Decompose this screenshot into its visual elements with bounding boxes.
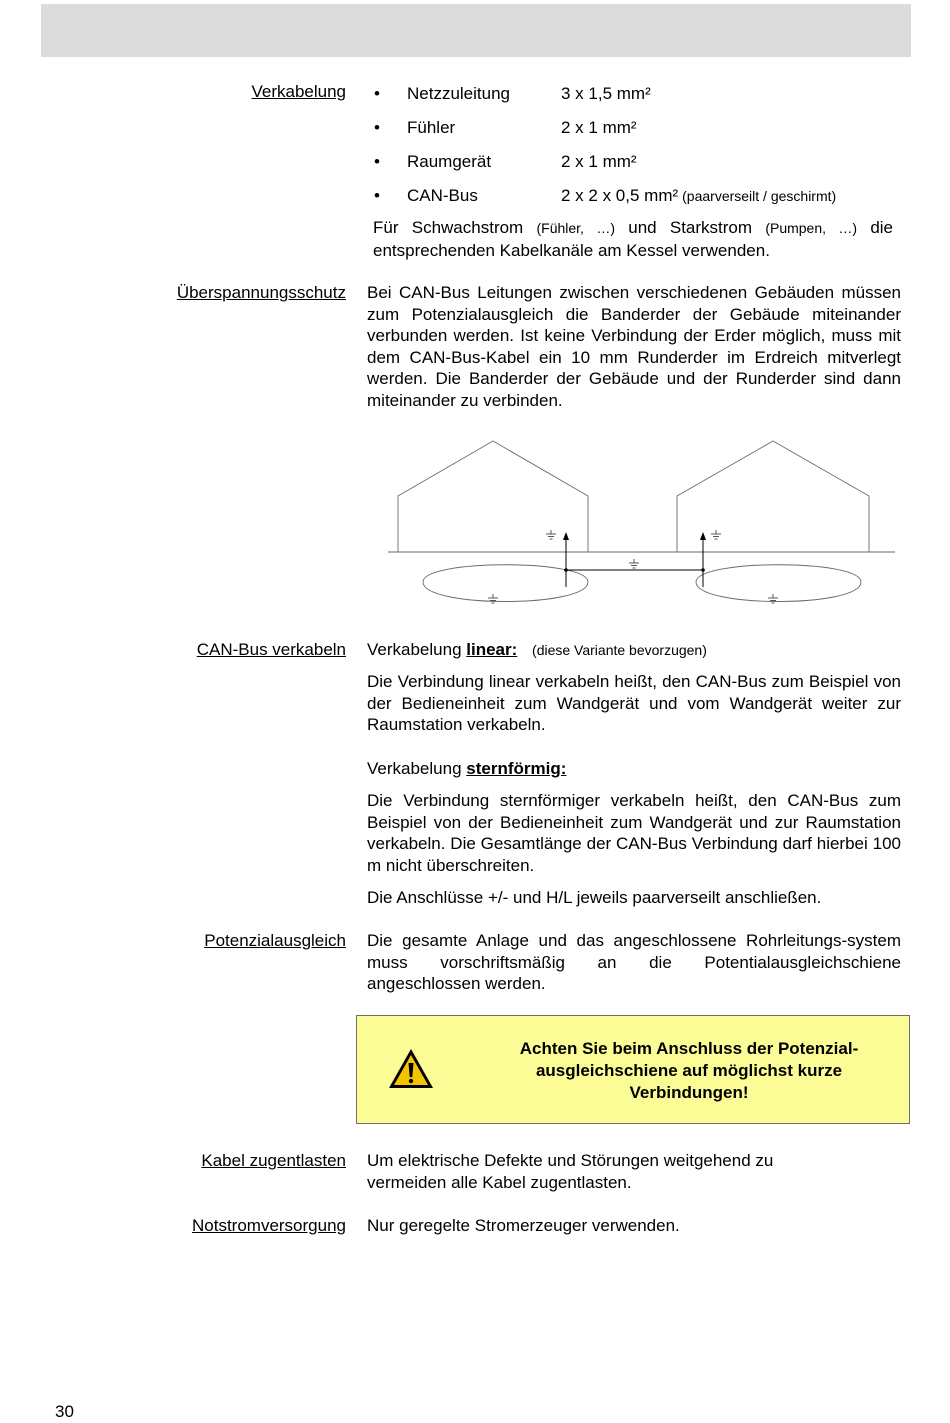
cable-value: 2 x 1 mm²	[561, 152, 637, 171]
grounding-diagram	[385, 436, 905, 612]
surge-protection-text: Bei CAN-Bus Leitungen zwischen verschiedenen Gebäuden müssen zum Potenzialausgleich die Banderder der Gebäude miteinander verbunden werden. Ist keine Verbindung der Erder möglich, muss mit dem CAN-Bus-Kabel ein 10 mm Runderder im Erdreich mitverlegt werden. Die Banderder der Gebäude und der Runderder sind dann miteinander zu verbinden.	[367, 283, 901, 410]
arrow-up-icon	[700, 532, 706, 540]
equipotential-text: Die gesamte Anlage und das angeschlossene Rohrleitungs-system muss vorschriftsmäßig an die Potentialausgleichschiene angeschlossen werden.	[367, 931, 901, 993]
cable-value: 2 x 2 x 0,5 mm² (paarverseilt / geschirmt)	[561, 186, 837, 205]
page-number: 30	[55, 1402, 74, 1421]
cable-name: Raumgerät	[407, 152, 492, 171]
bullet-icon: •	[374, 152, 380, 171]
section-label-ueberspannungsschutz: Überspannungsschutz	[176, 283, 346, 302]
cable-duct-note: Für Schwachstrom (Fühler, …) und Starkstrom (Pumpen, …) die entsprechenden Kabelkanäle am Kessel verwenden.	[373, 218, 894, 260]
header-bar	[41, 4, 911, 57]
section-label-zugentlasten: Kabel zugentlasten	[201, 1151, 346, 1170]
arrow-up-icon	[563, 532, 569, 540]
cable-name: CAN-Bus	[407, 186, 478, 205]
junction-dot	[701, 568, 705, 572]
left-building-outline	[398, 441, 588, 552]
bullet-icon: •	[374, 186, 380, 205]
bullet-icon: •	[374, 118, 380, 137]
star-heading: Verkabelung sternförmig:	[367, 759, 567, 778]
star-text: Die Verbindung sternförmiger verkabeln heißt, den CAN-Bus zum Beispiel von der Bedieneinheit zum Wandgerät und zur Raumstation verkabeln. Die Gesamtlänge der CAN-Bus Verbindung darf hierbei 100 m nicht überschreiten.	[367, 791, 901, 875]
linear-heading: Verkabelung linear: (diese Variante bevorzugen)	[367, 640, 707, 659]
ground-symbol-icon	[629, 559, 639, 568]
ground-symbol-icon	[546, 530, 556, 539]
warning-triangle-icon	[387, 1047, 435, 1091]
section-label-canbus: CAN-Bus verkabeln	[196, 640, 346, 659]
section-label-verkabelung: Verkabelung	[251, 82, 346, 101]
left-earth-zone	[423, 565, 588, 602]
right-building-outline	[677, 441, 869, 552]
warning-box	[356, 1015, 910, 1124]
cable-name: Fühler	[407, 118, 456, 137]
emergency-power-text: Nur geregelte Stromerzeuger verwenden.	[367, 1216, 680, 1235]
cable-name: Netzzuleitung	[407, 84, 511, 103]
section-label-notstrom: Notstromversorgung	[191, 1216, 346, 1235]
cable-value: 3 x 1,5 mm²	[561, 84, 651, 103]
linear-text: Die Verbindung linear verkabeln heißt, den CAN-Bus zum Beispiel von der Bedieneinheit zum Wandgerät und vom Wandgerät weiter zur Raumstation verkabeln.	[367, 672, 901, 734]
junction-dot	[564, 568, 568, 572]
strain-relief-text: Um elektrische Defekte und Störungen weitgehend zu vermeiden alle Kabel zugentlasten.	[367, 1151, 774, 1192]
section-label-potenzialausgleich: Potenzialausgleich	[204, 931, 346, 950]
warning-text: Achten Sie beim Anschluss der Potenzial- ausgleichschiene auf möglichst kurze Verbindungen!	[519, 1039, 859, 1102]
right-earth-zone	[696, 565, 861, 602]
cable-value: 2 x 1 mm²	[561, 118, 637, 137]
bullet-icon: •	[374, 84, 380, 103]
ground-symbol-icon	[711, 530, 721, 539]
connections-text: Die Anschlüsse +/- und H/L jeweils paarverseilt anschließen.	[367, 888, 822, 907]
